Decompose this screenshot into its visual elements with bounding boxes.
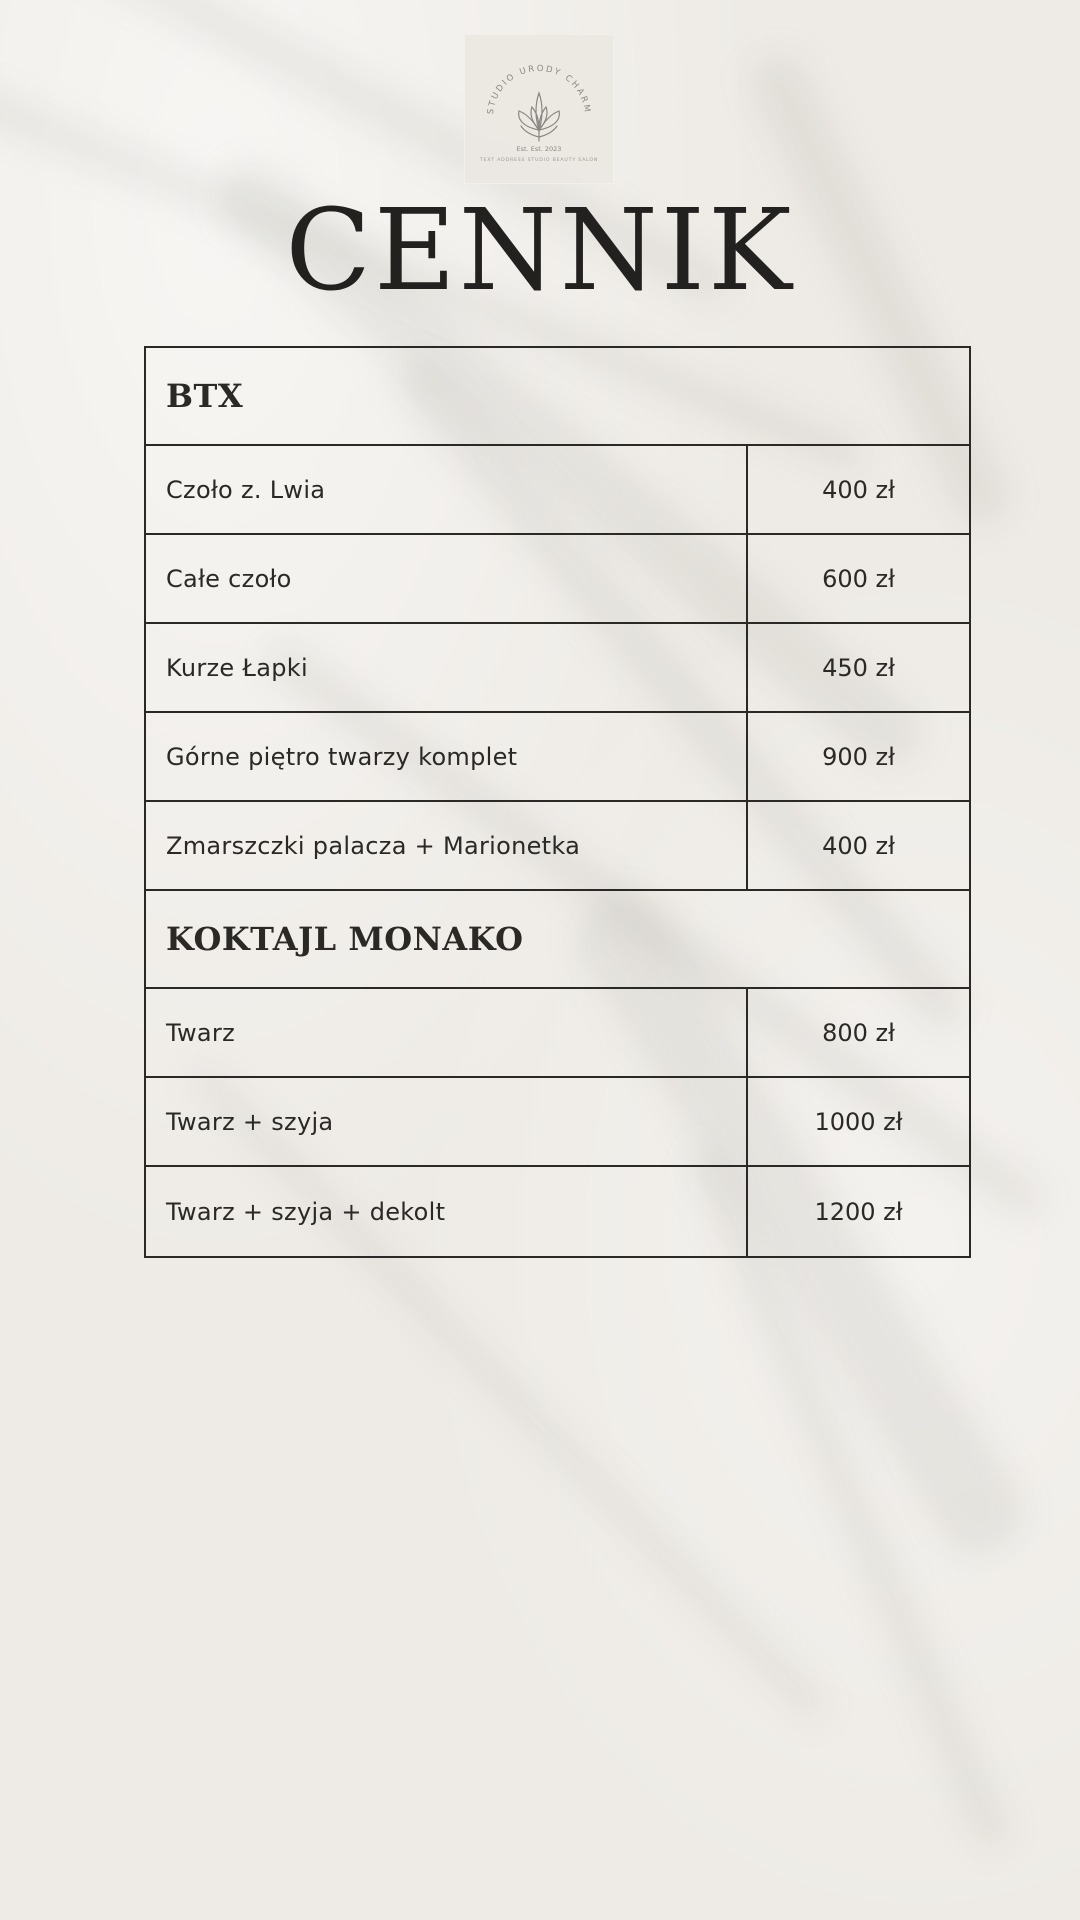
service-name: Zmarszczki palacza + Marionetka	[146, 802, 748, 889]
table-row	[146, 802, 969, 891]
service-price: 400 zł	[822, 475, 895, 504]
service-name: Kurze Łapki	[146, 624, 748, 711]
service-name: Twarz + szyja + dekolt	[146, 1167, 748, 1256]
service-price: 1200 zł	[814, 1197, 903, 1226]
table-row	[146, 989, 969, 1078]
service-price: 450 zł	[822, 653, 895, 682]
svg-text:STUDIO URODY CHARM	[486, 64, 592, 115]
service-name: Górne piętro twarzy komplet	[146, 713, 748, 800]
service-name: Twarz	[146, 989, 748, 1076]
studio-logo	[464, 34, 614, 184]
service-price: 400 zł	[822, 831, 895, 860]
logo-subline-text: TEXT ADDRESS STUDIO BEAUTY SALON	[479, 158, 599, 163]
table-row	[146, 535, 969, 624]
flower-logo-icon	[465, 35, 613, 183]
table-row	[146, 446, 969, 535]
logo-established-text: Est. Est. 2023	[516, 145, 562, 153]
service-name: Czoło z. Lwia	[146, 446, 748, 533]
service-price: 1000 zł	[814, 1107, 903, 1136]
service-name: Twarz + szyja	[146, 1078, 748, 1165]
service-price: 800 zł	[822, 1018, 895, 1047]
table-row	[146, 713, 969, 802]
page-title: CENNIK	[285, 186, 795, 316]
table-row	[146, 1167, 969, 1256]
service-price: 900 zł	[822, 742, 895, 771]
service-name: Całe czoło	[146, 535, 748, 622]
table-row	[146, 1078, 969, 1167]
table-row	[146, 624, 969, 713]
logo-curved-text: STUDIO URODY CHARM	[485, 63, 593, 115]
section-header-koktajl-monako: KOKTAJL MONAKO	[146, 891, 969, 989]
price-table	[144, 346, 971, 1258]
service-price: 600 zł	[822, 564, 895, 593]
section-header-btx: BTX	[146, 348, 969, 446]
